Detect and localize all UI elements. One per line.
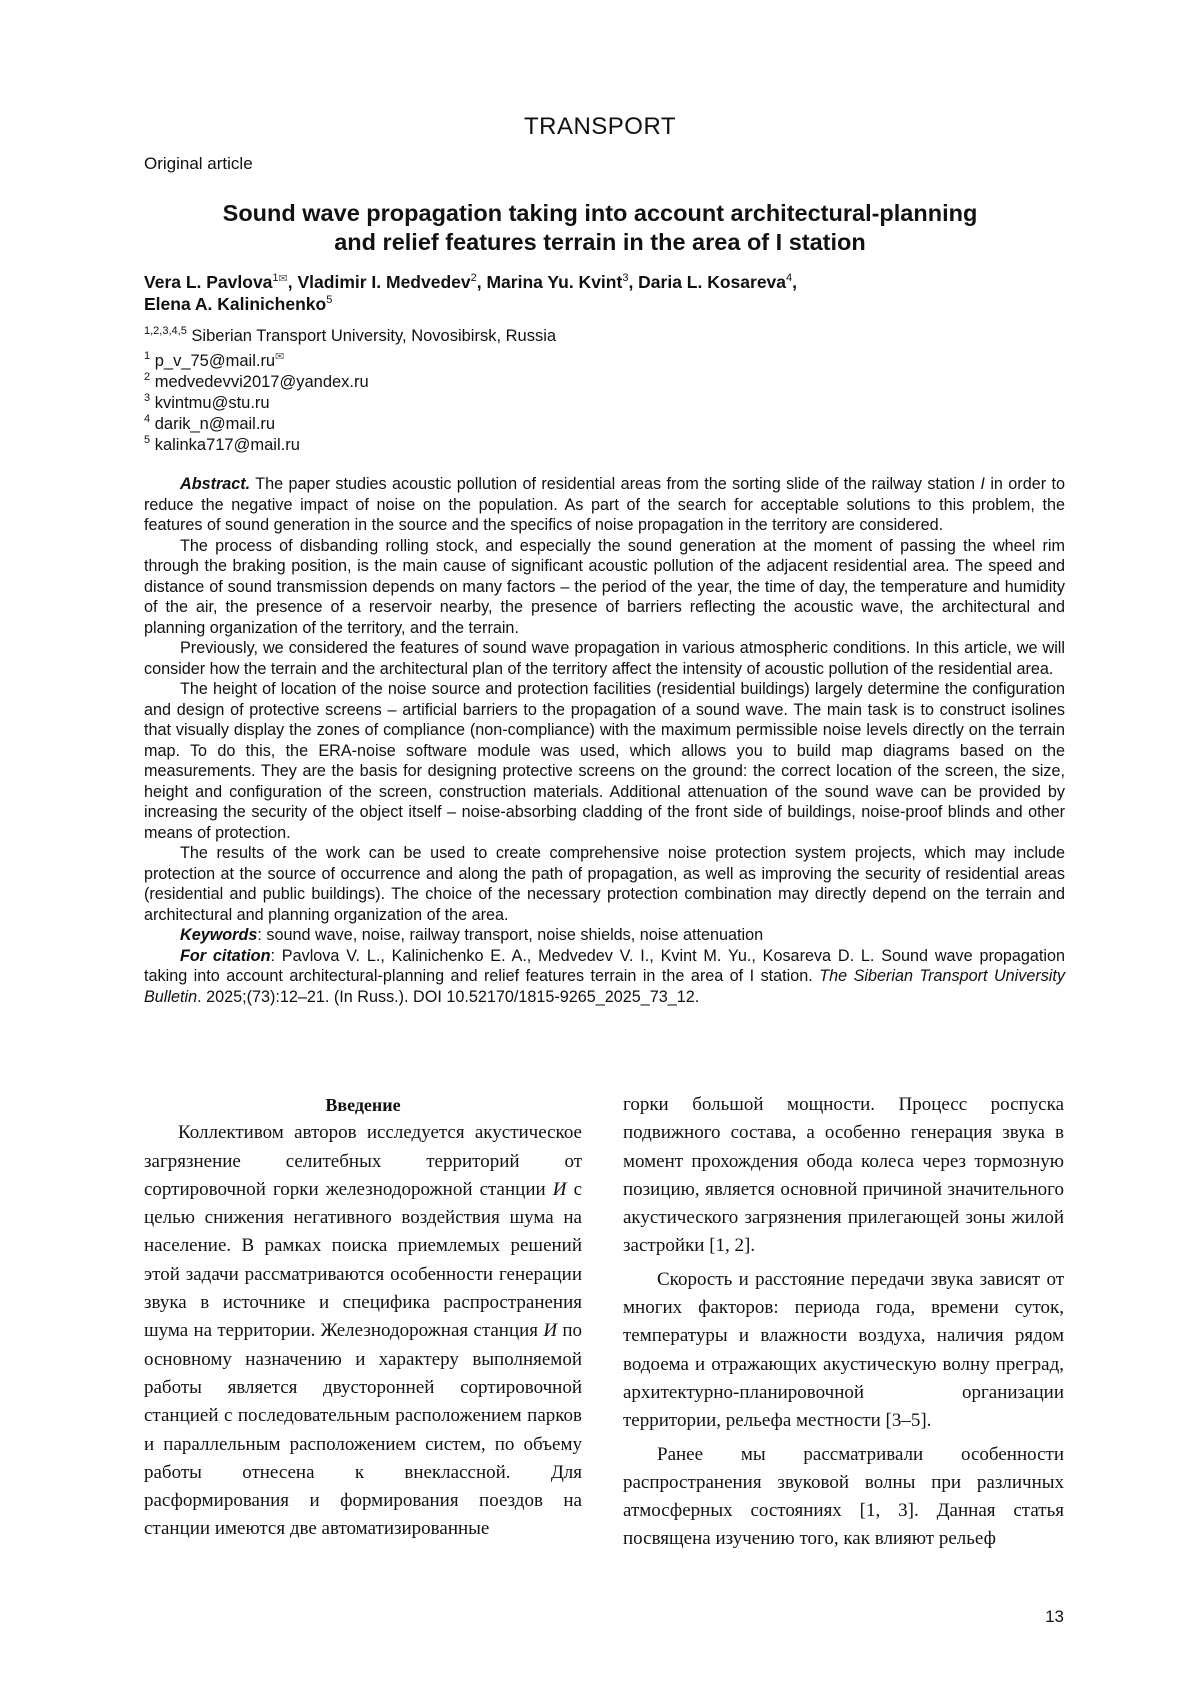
intro-heading: Введение xyxy=(144,1091,582,1119)
keywords-line xyxy=(144,925,1065,946)
station-name: I xyxy=(980,475,985,493)
email-sup: 4 xyxy=(144,413,150,425)
citation-label: For citation xyxy=(180,947,270,965)
email-line xyxy=(144,414,556,435)
author-sup: 5 xyxy=(326,294,332,306)
email-line xyxy=(144,393,556,414)
email-sup: 2 xyxy=(144,371,150,383)
body-paragraph xyxy=(144,1119,582,1543)
title-line-1: Sound wave propagation taking into account architectural-planning xyxy=(144,199,1056,228)
email-line xyxy=(144,347,556,372)
envelope-icon: ✉ xyxy=(279,273,288,285)
body-column-right xyxy=(623,1091,1064,1554)
abstract-paragraph xyxy=(144,474,1065,536)
email-link[interactable]: darik_n@mail.ru xyxy=(155,415,275,433)
body-paragraph: Ранее мы рассматривали особенности распространения звуковой волны при различных атмосферных состояниях [1, 3]. Данная статья посвящена изучению того, как влияют рельеф xyxy=(623,1441,1064,1554)
envelope-icon: ✉ xyxy=(275,351,284,363)
body-text: с целью снижения негативного воздействия шума на население. В рамках поиска приемлемых решений этой задачи рассматриваются особенности генерации звука в источнике и специфика распространения шума на территории. Железнодорожная станция xyxy=(144,1179,582,1341)
abstract-label: Abstract. xyxy=(180,475,250,493)
email-link[interactable]: medvedevvi2017@yandex.ru xyxy=(155,373,369,391)
article-title xyxy=(144,199,1056,257)
author-name: Elena A. Kalinichenko xyxy=(144,294,326,314)
author-name: Daria L. Kosareva xyxy=(638,272,786,292)
station-name: И xyxy=(553,1179,567,1200)
keywords-label: Keywords xyxy=(180,926,257,944)
keywords-text: : sound wave, noise, railway transport, noise shields, noise attenuation xyxy=(257,926,763,944)
email-line xyxy=(144,435,556,456)
abstract-paragraph: The height of location of the noise source and protection facilities (residential buildings) largely determine the configuration and design of protective screens – artificial barriers to the propagation of a sound wave. The main task is to construct isolines that visually display the zones of compliance (non-compliance) with the maximum permissible noise levels directly on the terrain map. To do this, the ERA-noise software module was used, which allows you to build map diagrams based on the measurements. They are the basis for designing protective screens on the ground: the correct location of the screen, the size, height and configuration of the screen, construction materials. Additional attenuation of the sound wave can be provided by increasing the security of the object itself – noise-absorbing cladding of the front side of buildings, noise-proof blinds and other means of protection. xyxy=(144,679,1065,843)
email-line xyxy=(144,372,556,393)
abstract-paragraph: The process of disbanding rolling stock, and especially the sound generation at the moment of passing the wheel rim through the braking position, is the main cause of significant acoustic pollution of the adjacent residential area. The speed and distance of sound transmission depends on many factors – the period of the year, the time of day, the temperature and humidity of the air, the presence of a reservoir nearby, the presence of barriers reflecting the acoustic wave, the architectural and planning organization of the territory, and the terrain. xyxy=(144,536,1065,639)
affiliation-text: Siberian Transport University, Novosibirsk, Russia xyxy=(191,327,556,345)
affiliation xyxy=(144,326,556,347)
author-name: Vladimir I. Medvedev xyxy=(298,272,471,292)
email-link[interactable]: p_v_75@mail.ru xyxy=(155,352,275,370)
article-type: Original article xyxy=(144,154,253,174)
body-column-left xyxy=(144,1091,582,1544)
section-label: TRANSPORT xyxy=(0,113,1200,141)
author-list: Vera L. Pavlova1✉, Vladimir I. Medvedev2, Marina Yu. Kvint3, Daria L. Kosareva4, Elena A. Kalinichenko5 xyxy=(144,268,1064,315)
email-sup: 3 xyxy=(144,392,150,404)
email-sup: 1 xyxy=(144,350,150,362)
affiliation-sup: 1,2,3,4,5 xyxy=(144,325,187,337)
abstract-paragraph: Previously, we considered the features of sound wave propagation in various atmospheric conditions. In this article, we will consider how the terrain and the architectural plan of the territory affect the intensity of acoustic pollution of the residential area. xyxy=(144,638,1065,679)
author-sup: 3 xyxy=(622,272,628,284)
abstract-section xyxy=(144,474,1065,1007)
author-name: Marina Yu. Kvint xyxy=(486,272,622,292)
abstract-text: The paper studies acoustic pollution of residential areas from the sorting slide of the railway station xyxy=(250,475,980,493)
body-paragraph: Скорость и расстояние передачи звука зависят от многих факторов: периода года, времени суток, температуры и влажности воздуха, наличия рядом водоема и отражающих акустическую волну преград, архитектурно-планировочной организации территории, рельефа местности [3–5]. xyxy=(623,1266,1064,1436)
abstract-paragraph: The results of the work can be used to create comprehensive noise protection system projects, which may include protection at the source of occurrence and along the path of propagation, as well as improving the security of residential areas (residential and public buildings). The choice of the necessary protection combination may directly depend on the terrain and architectural and planning organization of the area. xyxy=(144,843,1065,925)
email-sup: 5 xyxy=(144,434,150,446)
email-link[interactable]: kalinka717@mail.ru xyxy=(155,436,300,454)
citation-text: . 2025;(73):12–21. (In Russ.). DOI 10.52170/1815-9265_2025_73_12. xyxy=(197,988,699,1006)
body-text: по основному назначению и характеру выполняемой работы является двусторонней сортировочной станцией с последовательным расположением парков и параллельным расположением систем, по объему работы отнесена к внеклассной. Для расформирования и формирования поездов на станции имеются две автоматизированные xyxy=(144,1320,582,1539)
citation-text: : Pavlova V. L., Kalinichenko E. A., Medvedev V. I., Kvint M. Yu., Kosareva D. L. Sound wave propagation taking into account architectural-planning and relief features terrain in the area of I station. xyxy=(144,947,1065,986)
body-paragraph: горки большой мощности. Процесс роспуска подвижного состава, а особенно генерация звука в момент прохождения обода колеса через тормозную позицию, является основной причиной значительного акустического загрязнения прилегающей зоны жилой застройки [1, 2]. xyxy=(623,1091,1064,1261)
author-sup: 4 xyxy=(786,272,792,284)
affiliation-block xyxy=(144,326,556,456)
station-name: И xyxy=(543,1320,557,1341)
author-sup: 1 xyxy=(272,272,278,284)
citation-line xyxy=(144,946,1065,1008)
abstract-text: in order to reduce the negative impact of noise on the population. As part of the search for acceptable solutions to this problem, the features of sound generation in the source and the specifics of noise propagation in the territory are considered. xyxy=(144,475,1065,534)
author-name: Vera L. Pavlova xyxy=(144,272,272,292)
author-sup: 2 xyxy=(471,272,477,284)
body-text: Коллективом авторов исследуется акустическое загрязнение селитебных территорий от сортировочной горки железнодорожной станции xyxy=(144,1122,582,1200)
journal-name: The Siberian Transport University Bulletin xyxy=(144,967,1065,1006)
journal-page xyxy=(0,0,1200,1697)
title-line-2: and relief features terrain in the area of I station xyxy=(144,228,1056,257)
page-number: 13 xyxy=(1045,1607,1064,1627)
email-link[interactable]: kvintmu@stu.ru xyxy=(155,394,270,412)
